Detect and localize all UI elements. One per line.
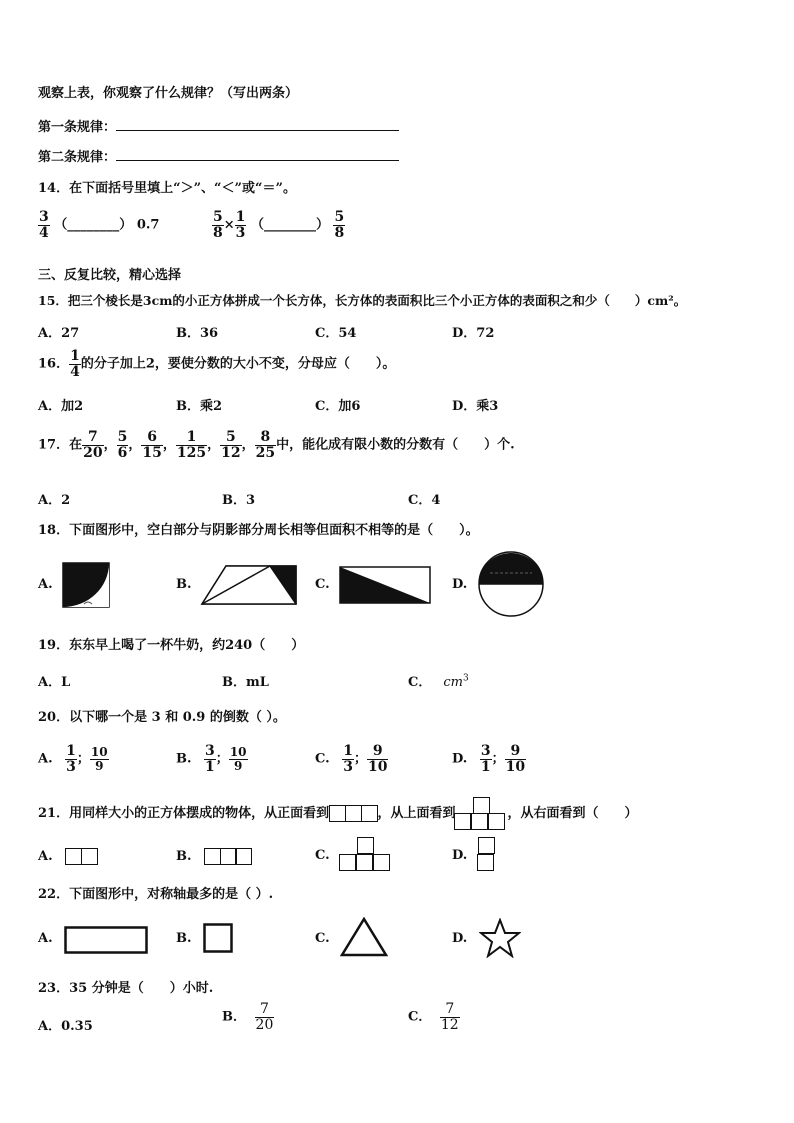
q17-stem: 17．在 $\frac{7}{20}$ ， $\frac{5}{6}$ ， $\frac{6}{15}$ ， $\frac{1}{125}$ ， $\frac{5}{12}$ ， $\frac{8}{25}$ 中，能化成有限小数的分数有（ ）个.	[38, 429, 515, 461]
q14-a-blank[interactable]: （________）	[54, 217, 133, 233]
fraction: $\frac{5}{8}$	[213, 209, 223, 241]
rule1-answer-line[interactable]	[116, 117, 399, 131]
q19-option-c[interactable]: C． $cm^3$	[408, 673, 469, 690]
fraction: $\frac{1}{3}$	[343, 743, 353, 775]
q18-figure-b[interactable]	[200, 564, 300, 606]
q15-option-d[interactable]: D．72	[452, 326, 495, 341]
q18-figure-d[interactable]	[476, 551, 546, 617]
fraction: $\frac{5}{6}$	[117, 429, 128, 461]
q19-option-b[interactable]: B．mL	[222, 675, 269, 690]
q18-stem: 18．下面图形中，空白部分与阴影部分周长相等但面积不相等的是（ ）。	[38, 523, 479, 538]
q21-option-b[interactable]: B.	[176, 848, 252, 865]
q14-item-b: $\frac{5}{8}$ × $\frac{1}{3}$ （________） $\frac{5}{8}$	[213, 209, 345, 241]
rule2-label: 第二条规律：	[38, 146, 399, 165]
fraction: $\frac{1}{4}$	[70, 348, 80, 380]
q23-option-a[interactable]: A．0.35	[38, 1019, 93, 1034]
q22-triangle-shape[interactable]	[340, 917, 388, 957]
fraction: $\frac{3}{4}$	[39, 209, 49, 241]
q21-option-c-shape[interactable]	[340, 837, 394, 873]
q20-stem: 20．以下哪一个是 3 和 0.9 的倒数（ ）。	[38, 710, 286, 725]
q14-item-a: $\frac{3}{4}$ （________） 0.7	[39, 209, 160, 241]
q18-figure-a[interactable]	[62, 562, 110, 608]
q23-option-c[interactable]: C． $\frac{7}{12}$	[408, 1001, 459, 1033]
q18-label-a[interactable]: A.	[38, 577, 53, 592]
q18-label-d[interactable]: D.	[452, 577, 468, 592]
q22-label-a[interactable]: A.	[38, 931, 53, 946]
fraction: $\frac{10}{9}$	[229, 745, 247, 773]
q20-option-c[interactable]: C. $\frac{1}{3}$ ； $\frac{9}{10}$	[315, 743, 388, 775]
q18-label-c[interactable]: C.	[315, 577, 330, 592]
q18-figure-c[interactable]	[338, 565, 432, 605]
q17-option-c[interactable]: C．4	[408, 493, 441, 508]
q21-top-view	[456, 797, 508, 831]
fraction: $\frac{9}{10}$	[367, 743, 388, 775]
q15-option-b[interactable]: B．36	[176, 326, 219, 341]
observe-prompt: 观察上表，你观察了什么规律？（写出两条）	[38, 86, 299, 101]
q23-stem: 23．35 分钟是（ ）小时.	[38, 981, 214, 996]
q17-option-b[interactable]: B．3	[222, 493, 256, 508]
q15-option-a[interactable]: A．27	[38, 326, 80, 341]
q18-label-b[interactable]: B.	[176, 577, 192, 592]
q22-label-b[interactable]: B.	[176, 931, 192, 946]
q21-stem: 21．用同样大小的正方体摆成的物体，从正面看到 ，从上面看到 ，从右面看到（ ）	[38, 796, 638, 832]
fraction: $\frac{1}{3}$	[235, 209, 246, 241]
fraction: $\frac{9}{10}$	[505, 743, 526, 775]
q14-stem: 14．在下面括号里填上“＞”、“＜”或“＝”。	[38, 181, 296, 196]
q21-front-view	[329, 805, 377, 822]
q22-rectangle-shape[interactable]	[64, 926, 148, 954]
fraction: $\frac{8}{25}$	[255, 429, 276, 461]
fraction: $\frac{7}{20}$	[255, 1001, 274, 1033]
q21-option-d-shape[interactable]	[478, 837, 496, 873]
fraction: $\frac{1}{125}$	[176, 429, 207, 461]
q22-label-c[interactable]: C.	[315, 931, 330, 946]
q22-stem: 22．下面图形中，对称轴最多的是（ ）.	[38, 887, 274, 902]
fraction: $\frac{6}{15}$	[142, 429, 162, 461]
q19-option-a[interactable]: A．L	[38, 675, 71, 690]
q22-star-shape[interactable]	[479, 918, 521, 958]
q21-option-a-shape	[65, 848, 98, 865]
fraction: $\frac{7}{20}$	[83, 429, 103, 461]
q14-b-blank[interactable]: （________）	[250, 217, 329, 233]
q16-option-d[interactable]: D．乘3	[452, 399, 499, 414]
rule1-label: 第一条规律：	[38, 116, 399, 135]
q23-option-b[interactable]: B． $\frac{7}{20}$	[222, 1001, 274, 1033]
q15-stem: 15．把三个棱长是3cm的小正方体拼成一个长方体，长方体的表面积比三个小正方体的表面积之和少（ ）cm²。	[38, 293, 687, 308]
rule2-answer-line[interactable]	[116, 147, 399, 161]
fraction: $\frac{7}{12}$	[440, 1001, 459, 1033]
q19-stem: 19．东东早上喝了一杯牛奶，约240（ ）	[38, 638, 305, 653]
q21-option-a[interactable]: A.	[38, 848, 98, 865]
fraction: $\frac{10}{9}$	[90, 745, 108, 773]
q21-option-d[interactable]: D.	[452, 848, 468, 863]
q16-option-b[interactable]: B．乘2	[176, 399, 223, 414]
q21-option-c[interactable]: C.	[315, 848, 330, 863]
fraction: $\frac{3}{1}$	[480, 743, 491, 775]
q17-option-a[interactable]: A．2	[38, 493, 71, 508]
q20-option-b[interactable]: B. $\frac{3}{1}$ ； $\frac{10}{9}$	[176, 743, 247, 775]
q16-option-c[interactable]: C．加6	[315, 399, 361, 414]
q20-option-a[interactable]: A. $\frac{1}{3}$ ； $\frac{10}{9}$	[38, 743, 108, 775]
section-heading: 三、反复比较，精心选择	[38, 268, 182, 283]
q16-stem: 16． $\frac{1}{4}$ 的分子加上2，要使分数的大小不变，分母应（ ）。	[38, 348, 396, 380]
fraction: $\frac{5}{12}$	[221, 429, 241, 461]
q15-option-c[interactable]: C．54	[315, 326, 357, 341]
q20-option-d[interactable]: D. $\frac{3}{1}$ ； $\frac{9}{10}$	[452, 743, 526, 775]
q21-option-b-shape	[204, 848, 252, 865]
q16-option-a[interactable]: A．加2	[38, 399, 84, 414]
fraction: $\frac{5}{8}$	[334, 209, 345, 241]
q22-square-shape[interactable]	[203, 923, 233, 953]
fraction: $\frac{1}{3}$	[66, 743, 76, 775]
fraction: $\frac{3}{1}$	[205, 743, 215, 775]
q22-label-d[interactable]: D.	[452, 931, 468, 946]
